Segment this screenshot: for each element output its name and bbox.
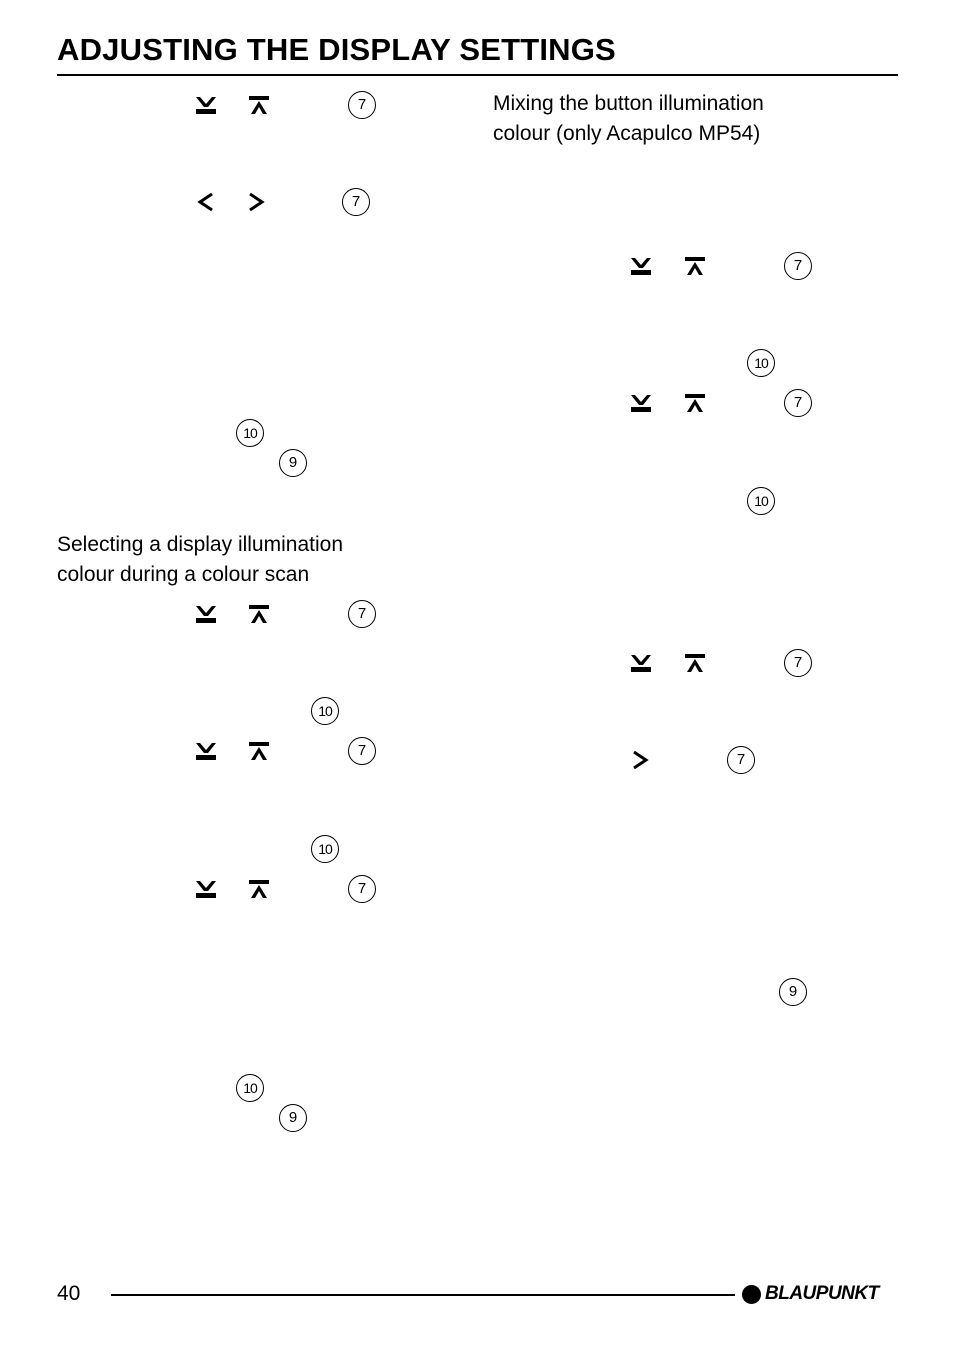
brand-name: BLAUPUNKT xyxy=(765,1283,879,1304)
arrow-down-key-icon xyxy=(194,94,218,116)
brand-logo xyxy=(742,1282,879,1306)
reference-number-7: 7 xyxy=(348,600,376,628)
reference-number-10: 10 xyxy=(747,487,775,515)
arrow-up-key-icon xyxy=(683,652,707,674)
reference-number-7: 7 xyxy=(348,91,376,119)
reference-number-7: 7 xyxy=(784,252,812,280)
section-heading-line: colour during a colour scan xyxy=(57,563,310,586)
arrow-right-key-icon xyxy=(628,749,652,771)
reference-number-7: 7 xyxy=(784,649,812,677)
reference-number-7: 7 xyxy=(784,389,812,417)
arrow-right-key-icon xyxy=(244,191,268,213)
reference-number-7: 7 xyxy=(348,875,376,903)
reference-number-9: 9 xyxy=(279,1104,307,1132)
arrow-up-key-icon xyxy=(683,255,707,277)
arrow-down-key-icon xyxy=(194,603,218,625)
arrow-down-key-icon xyxy=(629,255,653,277)
reference-number-7: 7 xyxy=(727,746,755,774)
section-heading-line: Mixing the button illumination xyxy=(493,92,764,115)
arrow-down-key-icon xyxy=(194,740,218,762)
brand-dot-icon xyxy=(742,1285,761,1304)
section-heading-line: colour (only Acapulco MP54) xyxy=(493,122,761,145)
arrow-up-key-icon xyxy=(247,603,271,625)
reference-number-10: 10 xyxy=(311,835,339,863)
arrow-up-key-icon xyxy=(247,94,271,116)
arrow-down-key-icon xyxy=(629,392,653,414)
reference-number-9: 9 xyxy=(779,978,807,1006)
reference-number-7: 7 xyxy=(342,188,370,216)
arrow-left-key-icon xyxy=(194,191,218,213)
title-divider xyxy=(57,74,898,76)
reference-number-10: 10 xyxy=(236,1074,264,1102)
page-number: 40 xyxy=(57,1282,81,1305)
reference-number-9: 9 xyxy=(279,449,307,477)
reference-number-7: 7 xyxy=(348,737,376,765)
reference-number-10: 10 xyxy=(311,697,339,725)
page-title: ADJUSTING THE DISPLAY SETTINGS xyxy=(57,32,616,67)
section-heading-line: Selecting a display illumination xyxy=(57,533,343,556)
footer-divider xyxy=(111,1294,735,1296)
arrow-up-key-icon xyxy=(247,740,271,762)
arrow-up-key-icon xyxy=(247,878,271,900)
reference-number-10: 10 xyxy=(747,349,775,377)
arrow-down-key-icon xyxy=(629,652,653,674)
arrow-up-key-icon xyxy=(683,392,707,414)
arrow-down-key-icon xyxy=(194,878,218,900)
reference-number-10: 10 xyxy=(236,419,264,447)
